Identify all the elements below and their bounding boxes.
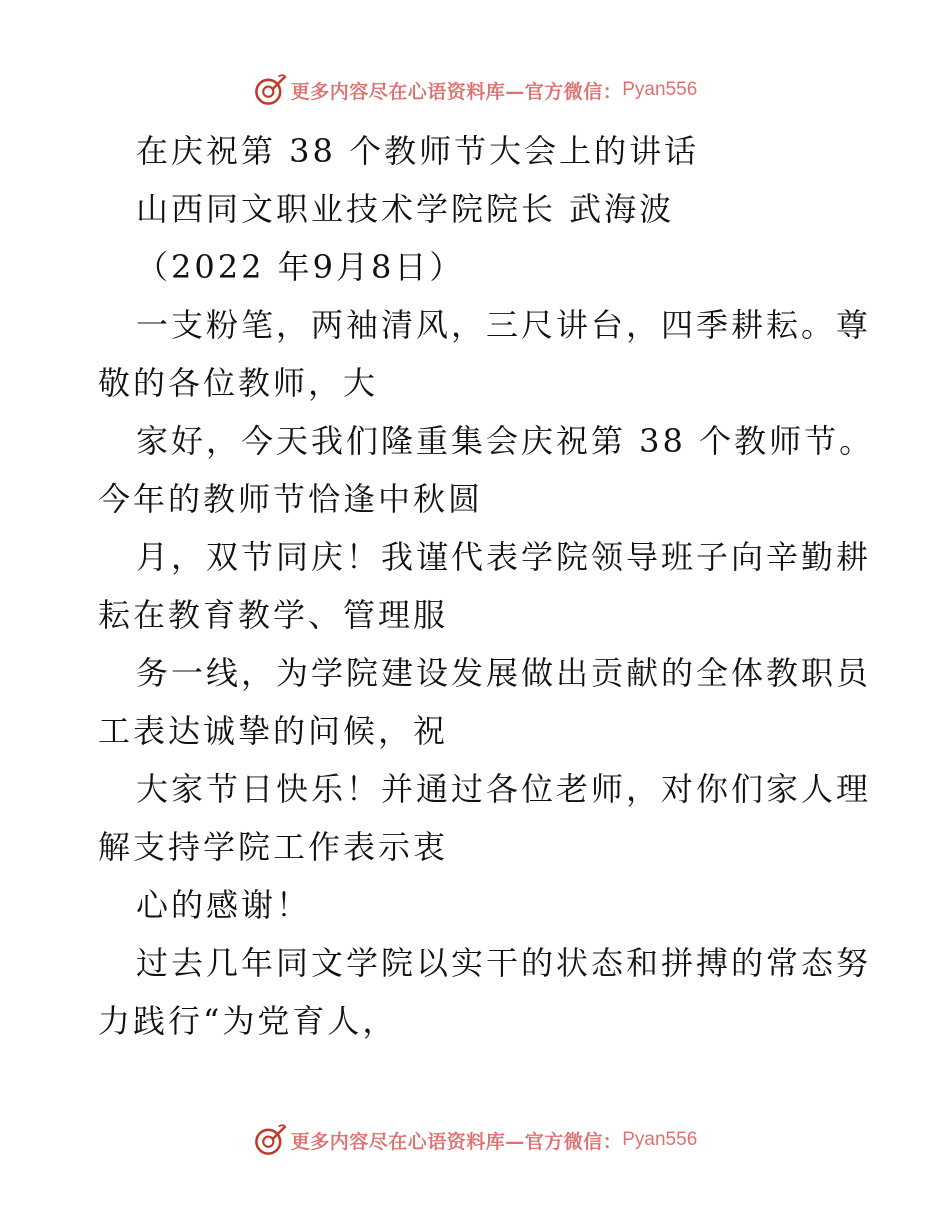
pen-logo-icon bbox=[253, 1123, 287, 1157]
text-line: 敬的各位教师，大 bbox=[98, 364, 379, 402]
pen-logo-icon bbox=[253, 73, 287, 107]
text-line: 心的感谢！ bbox=[136, 886, 312, 924]
text-line: 今年的教师节恰逢中秋圆 bbox=[98, 480, 484, 518]
text-line: 大家节日快乐！并通过各位老师，对你们家人理 bbox=[136, 770, 872, 808]
watermark-text: 更多内容尽在心语资料库—官方微信： bbox=[290, 80, 623, 103]
text-line: （2022 年9月8日） bbox=[136, 248, 465, 286]
text-line: 耘在教育教学、管理服 bbox=[98, 596, 449, 634]
text-line: 过去几年同文学院以实干的状态和拼搏的常态努 bbox=[136, 944, 872, 982]
text-line: 务一线，为学院建设发展做出贡献的全体教职员 bbox=[136, 654, 872, 692]
text-line: 家好，今天我们隆重集会庆祝第 38 个教师节。 bbox=[136, 422, 875, 460]
text-line: 山西同文职业技术学院院长 武海波 bbox=[136, 190, 675, 228]
text-line: 力践行“为党育人， bbox=[98, 1002, 398, 1040]
text-line: 在庆祝第 38 个教师节大会上的讲话 bbox=[136, 132, 700, 170]
watermark-text: 更多内容尽在心语资料库—官方微信： bbox=[290, 1130, 623, 1153]
text-line: 解支持学院工作表示衷 bbox=[98, 828, 449, 866]
document-body bbox=[98, 122, 875, 1050]
watermark-wechat-id: Pyan556 bbox=[622, 1129, 698, 1150]
text-line: 月，双节同庆！我谨代表学院领导班子向辛勤耕 bbox=[136, 538, 872, 576]
text-line: 工表达诚挚的问候，祝 bbox=[98, 712, 449, 750]
text-line: 一支粉笔，两袖清风，三尺讲台，四季耕耘。尊 bbox=[136, 306, 872, 344]
watermark-footer bbox=[0, 1120, 950, 1160]
watermark-wechat-id: Pyan556 bbox=[622, 79, 698, 100]
watermark-header bbox=[0, 70, 950, 110]
